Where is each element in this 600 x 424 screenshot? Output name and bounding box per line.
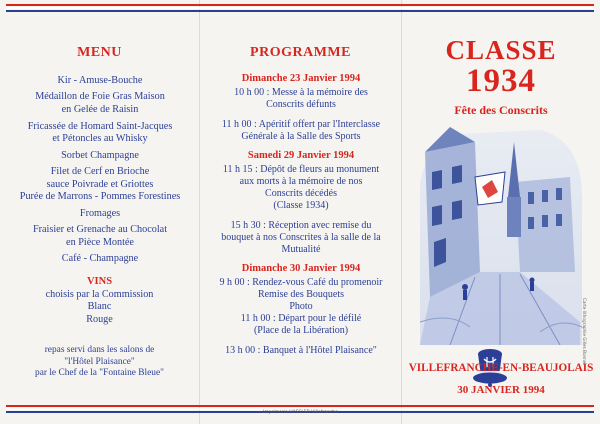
programme-event-line: 13 h 00 : Banquet à l'Hôtel Plaisance" <box>225 344 377 356</box>
menu-item-line: Médaillon de Foie Gras Maison <box>35 91 165 103</box>
programme-event-line: Conscrits défunts <box>266 99 336 111</box>
programme-event <box>208 220 394 256</box>
programme-event-line: Générale à la Salle des Sports <box>241 131 361 143</box>
programme-event-line: 10 h 00 : Messe à la mémoire des <box>234 87 368 99</box>
menu-item <box>6 253 194 266</box>
wine-line: choisis par la Commission <box>45 288 154 300</box>
meal-venue-note <box>0 345 199 380</box>
programme-day: Dimanche 23 Janvier 1994 <box>241 73 361 84</box>
programme-event <box>208 345 394 357</box>
menu-item <box>6 224 194 249</box>
menu-list <box>6 75 194 270</box>
menu-panel <box>0 0 199 424</box>
menu-item-line: Filet de Cerf en Brioche <box>50 166 150 178</box>
menu-item-line: Café - Champagne <box>61 253 139 265</box>
printer-credit: Imprimerie HASSLER Villefranche <box>263 410 338 415</box>
menu-item <box>6 121 194 146</box>
programme-day: Samedi 29 Janvier 1994 <box>247 150 355 162</box>
cover-subtitle: Fête des Conscrits <box>454 103 548 117</box>
illustration-credit: Carte lithographie Gilles Bonnet <box>582 298 587 366</box>
programme-event-line: (Classe 1934) <box>273 200 329 212</box>
menu-item-line: Fromages <box>79 207 121 219</box>
menu-item-line: Purée de Marrons - Pommes Forestines <box>19 191 181 203</box>
menu-item <box>6 166 194 204</box>
wine-title: VINS <box>86 276 113 287</box>
wine-section <box>0 276 199 326</box>
programme-event-line: 11 h 15 : Dépôt de fleurs au monument <box>222 164 380 176</box>
menu-item <box>6 75 194 88</box>
programme-event-line: 11 h 00 : Départ pour le défilé <box>240 312 362 324</box>
menu-item <box>6 150 194 163</box>
cover-date: 30 JANVIER 1994 <box>457 384 545 396</box>
cover-city: VILLEFRANCHE-EN-BEAUJOLAIS <box>408 362 594 374</box>
programme-schedule <box>208 73 394 357</box>
programme-event <box>208 277 394 337</box>
menu-item-line: et Pétoncles au Whisky <box>52 133 148 145</box>
menu-item-line: Fraisier et Grenache au Chocolat <box>32 224 168 236</box>
menu-item-line: Sorbet Champagne <box>61 149 139 161</box>
programme-event <box>208 119 394 143</box>
programme-panel <box>200 0 401 424</box>
programme-event-line: 9 h 00 : Rendez-vous Café du promenoir <box>219 277 383 289</box>
menu-item <box>6 91 194 116</box>
programme-event <box>208 87 394 111</box>
programme-title: PROGRAMME <box>250 45 351 60</box>
programme-event-line: Remise des Bouquets <box>257 289 345 301</box>
programme-event <box>208 164 394 212</box>
programme-event-line: 15 h 30 : Réception avec remise du <box>230 220 372 232</box>
venue-line: par le Chef de la "Fontaine Bleue" <box>35 368 164 379</box>
programme-event-line: bouquet à nos Conscrites à la salle de la <box>221 231 381 243</box>
wine-line: Blanc <box>87 301 112 313</box>
programme-event-line: 11 h 00 : Apéritif offert par l'Interclasse <box>221 119 381 131</box>
programme-event-line: (Place de la Libération) <box>253 324 349 336</box>
programme-day: Dimanche 30 Janvier 1994 <box>241 262 361 274</box>
menu-item-line: en Pièce Montée <box>66 236 134 248</box>
programme-event-line: aux morts à la mémoire de nos <box>239 176 363 188</box>
street-illustration <box>420 122 582 345</box>
menu-item-line: Fricassée de Homard Saint-Jacques <box>27 120 173 132</box>
venue-line: "l'Hôtel Plaisance" <box>64 356 135 367</box>
menu-item-line: sauce Poivrade et Griottes <box>46 178 154 190</box>
menu-title: MENU <box>77 45 122 60</box>
menu-item-line: en Gelée de Raisin <box>61 104 139 116</box>
venue-line: repas servi dans les salons de <box>44 345 155 355</box>
wine-line: Rouge <box>86 313 113 325</box>
programme-event-line: Mutualité <box>281 243 321 255</box>
programme-event-line: Conscrits décédés <box>265 188 337 200</box>
menu-item <box>6 208 194 221</box>
cover-year: 1934 <box>466 63 536 99</box>
programme-event-line: Photo <box>289 301 313 312</box>
cover-classe: CLASSE <box>445 35 557 65</box>
menu-item-line: Kir - Amuse-Bouche <box>57 75 143 86</box>
